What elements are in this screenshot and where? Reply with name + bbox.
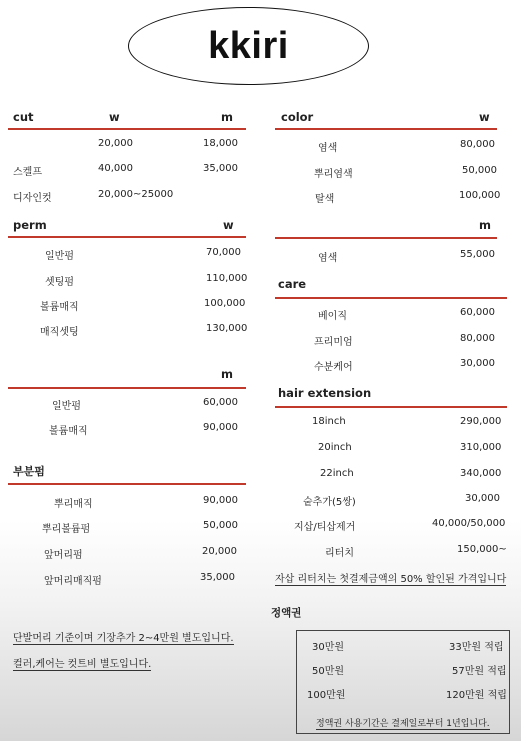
perm-w-row-price: 100,000: [204, 298, 246, 309]
perm-w-row-price: 110,000: [206, 273, 248, 284]
cut-row-name: 스켈프: [13, 167, 42, 178]
membership-row-pay: 30만원: [312, 642, 345, 653]
extension-row-name: 22inch: [320, 468, 354, 479]
color-w-row-price: 100,000: [459, 190, 501, 201]
membership-row-get: 57만원 적립: [452, 666, 507, 677]
perm-w-row-name: 볼륨매직: [40, 302, 79, 313]
cut-row-m-price: 18,000: [203, 138, 238, 149]
cut-row-name: 디자인컷: [13, 193, 52, 204]
membership-row-get: 33만원 적립: [449, 642, 504, 653]
partial-divider: [8, 483, 246, 485]
care-row-price: 30,000: [460, 358, 495, 369]
perm-m-row-price: 90,000: [203, 422, 238, 433]
partial-row-price: 50,000: [203, 520, 238, 531]
cut-col-m: m: [221, 110, 233, 124]
extension-divider: [275, 406, 507, 408]
membership-row-get: 120만원 적립: [446, 690, 507, 701]
membership-title: 정액권: [271, 607, 302, 619]
partial-row-name: 앞머리매직펌: [44, 576, 102, 587]
color-m-row-price: 55,000: [460, 249, 495, 260]
partial-row-price: 90,000: [203, 495, 238, 506]
extension-row-price: 150,000~: [457, 544, 507, 555]
cut-divider: [8, 128, 246, 130]
perm-w-row-name: 매직셋팅: [40, 327, 79, 338]
extension-row-name: 18inch: [312, 416, 346, 427]
care-divider: [275, 297, 507, 299]
membership-period-note: 정액권 사용기간은 결제일로부터 1년입니다.: [316, 716, 490, 730]
extension-row-price: 340,000: [460, 468, 502, 479]
partial-row-price: 35,000: [200, 572, 235, 583]
perm-col-w: w: [223, 218, 234, 232]
partial-row-name: 뿌리매직: [54, 499, 93, 510]
care-row-price: 60,000: [460, 307, 495, 318]
extension-section-title: hair extension: [278, 386, 372, 400]
perm-w-row-price: 130,000: [206, 323, 248, 334]
color-w-row-name: 탈색: [315, 194, 335, 205]
perm-w-row-name: 일반펌: [45, 251, 74, 262]
perm-m-row-name: 일반펌: [52, 401, 81, 412]
extension-row-price: 40,000/50,000: [432, 518, 506, 529]
care-row-name: 프리미엄: [314, 337, 353, 348]
color-w-row-name: 염색: [318, 143, 338, 154]
logo-ellipse: [128, 7, 369, 85]
color-divider: [275, 128, 497, 130]
color-w-row-price: 50,000: [462, 165, 497, 176]
color-col-m: m: [479, 218, 491, 232]
cut-row-w-price: 20,000~25000: [98, 189, 174, 200]
extension-row-price: 30,000: [465, 493, 500, 504]
perm-section-title: perm: [13, 218, 47, 232]
partial-row-name: 앞머리펌: [44, 550, 83, 561]
note-length: 단발머리 기준이며 기장추가 2~4만원 별도입니다.: [13, 629, 234, 645]
perm-m-divider: [8, 387, 246, 389]
color-col-w: w: [479, 110, 490, 124]
care-row-price: 80,000: [460, 333, 495, 344]
extension-row-name: 숱추가(5쌍): [303, 497, 356, 508]
partial-section-title: 부분펌: [13, 465, 45, 478]
perm-m-row-name: 볼륨매직: [49, 426, 88, 437]
color-w-row-price: 80,000: [460, 139, 495, 150]
care-row-name: 수분케어: [314, 362, 353, 373]
perm-m-row-price: 60,000: [203, 397, 238, 408]
cut-row-w-price: 20,000: [98, 138, 133, 149]
color-m-row-name: 염색: [318, 253, 338, 264]
cut-row-m-price: 35,000: [203, 163, 238, 174]
cut-col-w: w: [109, 110, 120, 124]
extension-row-price: 290,000: [460, 416, 502, 427]
color-section-title: color: [281, 110, 314, 124]
extension-row-name: 지삽/티삽제거: [294, 522, 356, 533]
cut-row-w-price: 40,000: [98, 163, 133, 174]
partial-row-name: 뿌리볼륨펌: [42, 524, 91, 535]
perm-divider: [8, 236, 246, 238]
extension-row-name: 리터치: [325, 548, 354, 559]
perm-w-row-price: 70,000: [206, 247, 241, 258]
note-cut-extra: 컬러,케어는 컷트비 별도입니다.: [13, 655, 151, 671]
membership-row-pay: 100만원: [307, 690, 346, 701]
extension-row-price: 310,000: [460, 442, 502, 453]
care-row-name: 베이직: [318, 311, 347, 322]
logo-text: kkiri: [208, 24, 289, 67]
perm-col-m: m: [221, 367, 233, 381]
care-section-title: care: [278, 277, 307, 291]
perm-w-row-name: 셋팅펌: [45, 277, 74, 288]
color-m-divider: [275, 237, 497, 239]
cut-section-title: cut: [13, 110, 34, 124]
partial-row-price: 20,000: [202, 546, 237, 557]
extension-retouch-note: 자삽 리터치는 첫결제금액의 50% 할인된 가격입니다: [275, 570, 506, 586]
color-w-row-name: 뿌리염색: [314, 169, 353, 180]
extension-row-name: 20inch: [318, 442, 352, 453]
membership-row-pay: 50만원: [312, 666, 345, 677]
